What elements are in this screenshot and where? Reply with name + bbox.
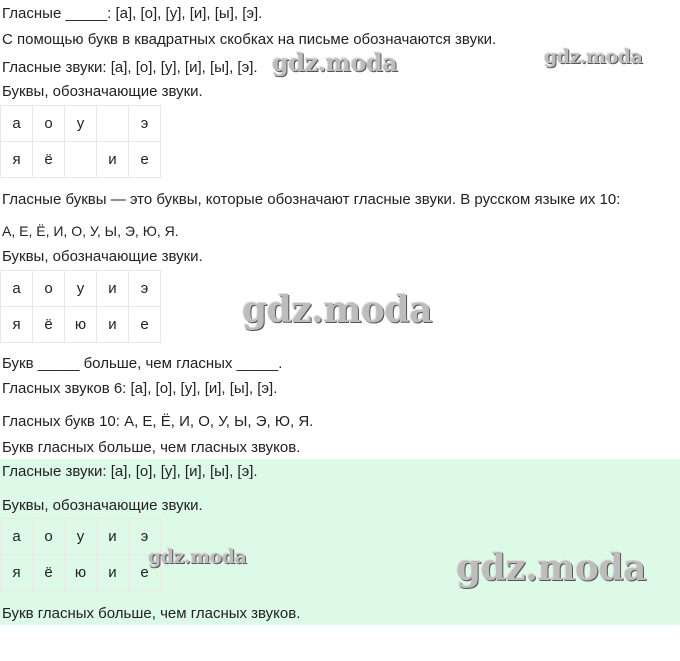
- table-row: [1, 142, 161, 178]
- comparison-line-3: Гласных букв 10: А, Е, Ё, И, О, У, Ы, Э, Ю, Я.: [2, 413, 314, 430]
- watermark: gdz.moda: [242, 289, 432, 331]
- table-cell: ю: [65, 555, 97, 591]
- table-cell: ё: [33, 555, 65, 591]
- task-line-4: Буквы, обозначающие звуки.: [2, 83, 203, 100]
- task-line-7: Буквы, обозначающие звуки.: [2, 248, 203, 265]
- table-cell: ё: [33, 142, 65, 178]
- table-cell: а: [1, 271, 33, 307]
- table-cell: и: [97, 519, 129, 555]
- comparison-line-4: Букв гласных больше, чем гласных звуков.: [2, 439, 301, 456]
- comparison-line-2: Гласных звуков 6: [а], [о], [у], [и], [ы], [э].: [2, 380, 278, 397]
- table-cell: и: [97, 307, 129, 343]
- table-cell: а: [1, 106, 33, 142]
- table-row: [1, 519, 161, 555]
- task-line-2: С помощью букв в квадратных скобках на письме обозначаются звуки.: [2, 31, 497, 48]
- table-cell: я: [1, 555, 33, 591]
- table-cell: е: [129, 555, 161, 591]
- answer-line-3: Букв гласных больше, чем гласных звуков.: [2, 605, 301, 622]
- table-cell: э: [129, 271, 161, 307]
- task-line-1: Гласные _____: [а], [о], [у], [и], [ы], [э].: [2, 5, 263, 22]
- table-cell: а: [1, 519, 33, 555]
- table-cell: и: [97, 271, 129, 307]
- table-cell: и: [97, 142, 129, 178]
- table-cell: [65, 142, 97, 178]
- table-cell: у: [65, 106, 97, 142]
- watermark: gdz.moda: [456, 547, 646, 589]
- table-cell: э: [129, 519, 161, 555]
- table-cell: я: [1, 307, 33, 343]
- letters-table-2: [0, 270, 161, 343]
- table-cell: о: [33, 271, 65, 307]
- answer-line-1: Гласные звуки: [а], [о], [у], [и], [ы], [э].: [2, 463, 258, 480]
- table-cell: о: [33, 106, 65, 142]
- table-cell: ю: [65, 307, 97, 343]
- table-cell: я: [1, 142, 33, 178]
- watermark: gdz.moda: [148, 546, 247, 568]
- comparison-line-1: Букв _____ больше, чем гласных _____.: [2, 355, 283, 372]
- watermark: gdz.moda: [272, 48, 398, 77]
- letters-table-1: [0, 105, 161, 178]
- table-cell: е: [129, 142, 161, 178]
- table-row: [1, 106, 161, 142]
- task-line-6: А, Е, Ё, И, О, У, Ы, Э, Ю, Я.: [2, 223, 179, 239]
- table-cell: е: [129, 307, 161, 343]
- table-cell: э: [129, 106, 161, 142]
- answer-letters-table: [0, 518, 161, 591]
- table-cell: [97, 106, 129, 142]
- table-row: [1, 555, 161, 591]
- table-cell: у: [65, 271, 97, 307]
- answer-line-2: Буквы, обозначающие звуки.: [2, 497, 203, 514]
- table-row: [1, 307, 161, 343]
- table-cell: и: [97, 555, 129, 591]
- table-cell: ё: [33, 307, 65, 343]
- table-cell: о: [33, 519, 65, 555]
- task-line-5: Гласные буквы — это буквы, которые обозначают гласные звуки. В русском языке их 10:: [2, 191, 621, 208]
- task-line-3: Гласные звуки: [а], [о], [у], [и], [ы], [э].: [2, 59, 258, 76]
- table-cell: у: [65, 519, 97, 555]
- watermark: gdz.moda: [544, 46, 643, 68]
- table-row: [1, 271, 161, 307]
